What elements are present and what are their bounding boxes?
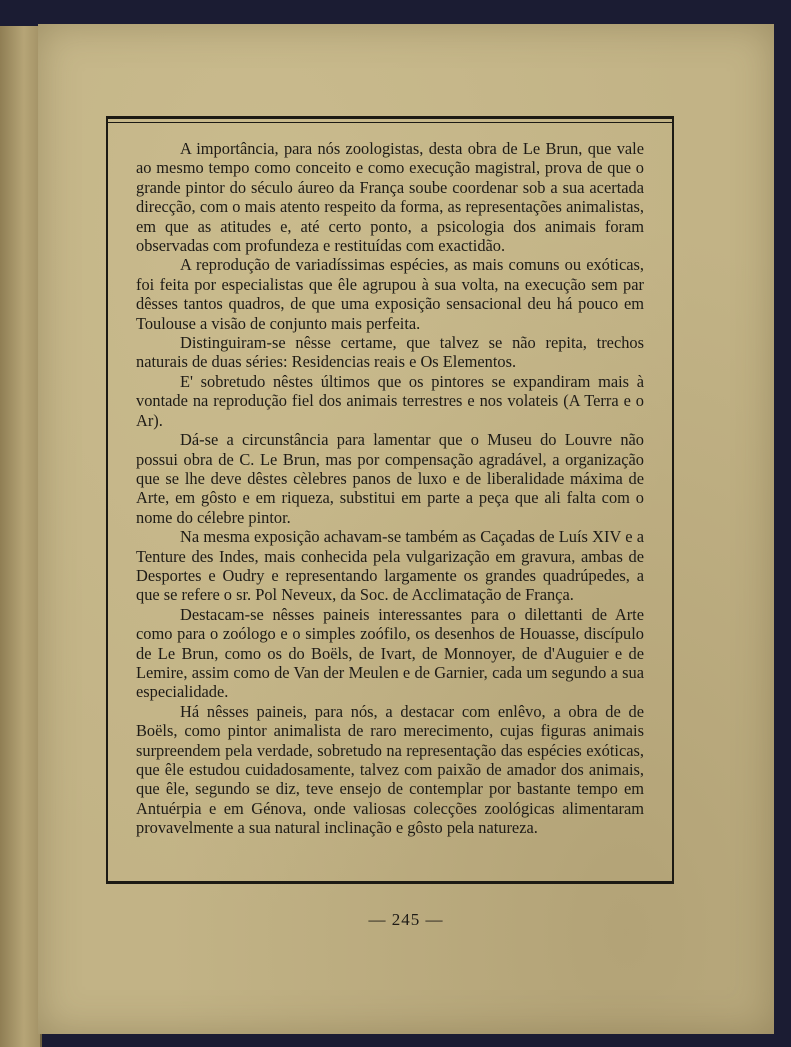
paragraph-6: Na mesma exposição achavam-se também as Caçadas de Luís XIV e a Tenture des Indes, mais conhecida pela vulgarização em gravura, ambas de Desportes e Oudry e representando largamente os grandes quadrúpedes, a que se refere o sr. Pol Neveux, da Soc. de Acclimatação de França. [136, 527, 644, 605]
paragraph-1: A importância, para nós zoologistas, desta obra de Le Brun, que vale ao mesmo tempo como conceito e como execução magistral, prova de que o grande pintor do século áureo da França soube coordenar sob a sua acertada direcção, com o mais atento respeito da forma, as representações animalistas, em que as atitudes e, até certo ponto, a psicologia dos animais foram observadas com profundeza e restituídas com exactidão. [136, 139, 644, 256]
body-text [136, 139, 644, 838]
paragraph-2: A reprodução de variadíssimas espécies, as mais comuns ou exóticas, foi feita por especialistas que êle agrupou à sua volta, na execução sem par dêsses tantos quadros, de que uma exposição sensacional deu há pouco em Toulouse a visão de conjunto mais perfeita. [136, 255, 644, 333]
paragraph-7: Destacam-se nêsses paineis interessantes para o dilettanti de Arte como para o zoólogo e o simples zoófilo, os desenhos de Houasse, discípulo de Le Brun, como os do Boëls, de Ivart, de Monnoyer, de d'Auguier e de Lemire, assim como de Van der Meulen e de Garnier, cada um segundo a sua especialidade. [136, 604, 644, 702]
page-number: — 245 — [368, 910, 444, 929]
paragraph-5: Dá-se a circunstância para lamentar que o Museu do Louvre não possui obra de C. Le Brun, mas por compensação agradável, a organização que se lhe deve dêstes cèlebres panos de luxo e de liberalidade máxima de Arte, em gôsto e em riqueza, substitui em parte a peça que ali falta com o nome do célebre pintor. [136, 430, 644, 527]
paragraph-4: E' sobretudo nêstes últimos que os pintores se expandiram mais à vontade na reprodução fiel dos animais terrestres e nos volateis (A Terra e o Ar). [136, 371, 644, 430]
text-frame [106, 116, 674, 884]
facing-page-edge [0, 26, 42, 1047]
book-page [38, 24, 774, 1034]
paragraph-3: Distinguiram-se nêsse certame, que talvez se não repita, trechos naturais de duas séries: Residencias reais e Os Elementos. [136, 333, 644, 372]
paragraph-8: Há nêsses paineis, para nós, a destacar com enlêvo, a obra de de Boëls, como pintor animalista de raro merecimento, cujas figuras animais surpreendem pela verdade, sobretudo na representação das espécies exóticas, que êle estudou cuidadosamente, talvez com paixão de amador dos animais, que êle, segundo se diz, teve ensejo de contemplar por bastante tempo em Antuérpia e em Génova, onde valiosas colecções zoológicas alimentaram provavelmente a sua natural inclinação e gôsto pela natureza. [136, 701, 644, 838]
